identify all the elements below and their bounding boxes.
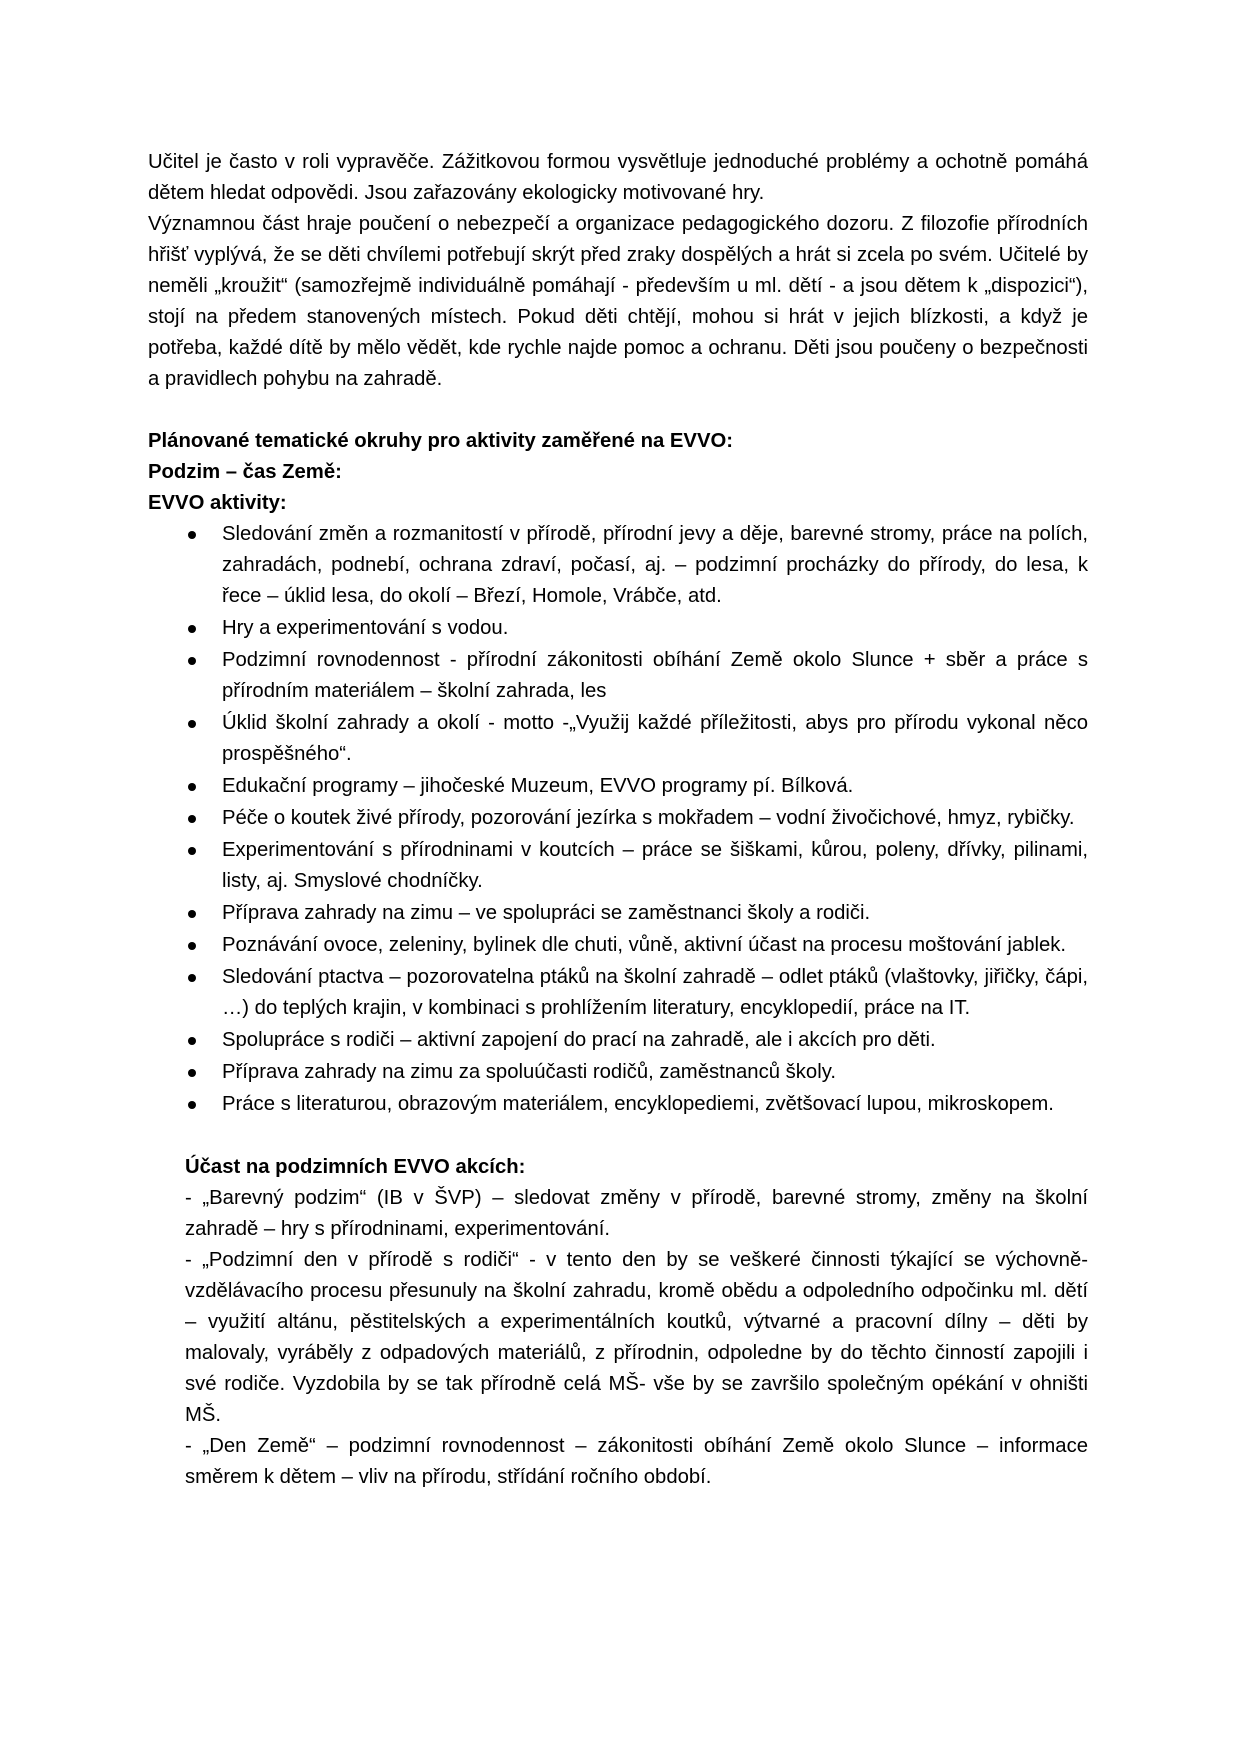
- list-item: [222, 613, 1088, 644]
- bullet-icon: [188, 657, 196, 665]
- autumn-event-3: - „Den Země“ – podzimní rovnodennost – zákonitosti obíhání Země okolo Slunce – informace směrem k dětem – vliv na přírodu, střídání ročního období.: [185, 1435, 1088, 1488]
- bullet-icon: [188, 942, 196, 950]
- autumn-events-heading: Účast na podzimních EVVO akcích:: [185, 1156, 526, 1178]
- bullet-icon: [188, 1037, 196, 1045]
- list-item-text: Hry a experimentování s vodou.: [222, 617, 509, 639]
- season-heading: Podzim – čas Země:: [148, 461, 342, 483]
- spacer: [148, 1121, 1088, 1152]
- list-item-text: Příprava zahrady na zimu – ve spolupráci se zaměstnanci školy a rodiči.: [222, 902, 871, 924]
- list-item: [222, 1089, 1088, 1120]
- list-item: [222, 835, 1088, 897]
- list-item: [222, 1025, 1088, 1056]
- list-item-text: Poznávání ovoce, zeleniny, bylinek dle chuti, vůně, aktivní účast na procesu moštování jablek.: [222, 934, 1067, 956]
- list-item-text: Příprava zahrady na zimu za spoluúčasti rodičů, zaměstnanců školy.: [222, 1061, 836, 1083]
- list-item-text: Spolupráce s rodiči – aktivní zapojení do prací na zahradě, ale i akcích pro děti.: [222, 1029, 936, 1051]
- planned-topics-heading: Plánované tematické okruhy pro aktivity zaměřené na EVVO:: [148, 430, 733, 452]
- list-item: [222, 519, 1088, 612]
- bullet-icon: [188, 625, 196, 633]
- bullet-icon: [188, 531, 196, 539]
- bullet-icon: [188, 720, 196, 728]
- spacer: [148, 395, 1088, 426]
- bullet-icon: [188, 1101, 196, 1109]
- autumn-events-section: [148, 1152, 1088, 1493]
- bullet-icon: [188, 815, 196, 823]
- list-item-text: Sledování změn a rozmanitostí v přírodě, přírodní jevy a děje, barevné stromy, práce na polích, zahradách, podnebí, ochrana zdraví, počasí, aj. – podzimní procházky do přírody, do lesa, k řece – úklid lesa, do okolí – Březí, Homole, Vrábče, atd.: [222, 523, 1088, 607]
- intro-paragraph-2: Významnou část hraje poučení o nebezpečí a organizace pedagogického dozoru. Z filozofie přírodních hřišť vyplývá, že se děti chvílemi potřebují skrýt před zraky dospělých a hrát si zcela po svém. Učitelé by neměli „kroužit“ (samozřejmě individuálně pomáhají - především u ml. dětí - a jsou dětem k „dispozici“), stojí na předem stanovených místech. Pokud děti chtějí, mohou si hrát v jejich blízkosti, a když je potřeba, každé dítě by mělo vědět, kde rychle najde pomoc a ochranu. Děti jsou poučeny o bezpečnosti a pravidlech pohybu na zahradě.: [148, 213, 1088, 390]
- list-item: [222, 645, 1088, 707]
- list-item-text: Edukační programy – jihočeské Muzeum, EVVO programy pí. Bílková.: [222, 775, 854, 797]
- list-item: [222, 898, 1088, 929]
- list-item-text: Sledování ptactva – pozorovatelna ptáků na školní zahradě – odlet ptáků (vlaštovky, jiřičky, čápi, …) do teplých krajin, v kombinaci s prohlížením literatury, encyklopedií, práce na IT.: [222, 966, 1088, 1019]
- list-item: [222, 930, 1088, 961]
- activities-heading: EVVO aktivity:: [148, 492, 287, 514]
- activities-list: [148, 519, 1088, 1120]
- list-item: [222, 708, 1088, 770]
- list-item: [222, 803, 1088, 834]
- autumn-event-1: - „Barevný podzim“ (IB v ŠVP) – sledovat změny v přírodě, barevné stromy, změny na školní zahradě – hry s přírodninami, experimentování.: [185, 1187, 1088, 1240]
- autumn-event-2: - „Podzimní den v přírodě s rodiči“ - v tento den by se veškeré činnosti týkající se výchovně-vzdělávacího procesu přesunuly na školní zahradu, kromě obědu a odpoledního odpočinku ml. dětí – využití altánu, pěstitelských a experimentálních koutků, výtvarné a pracovní dílny – děti by malovaly, vyráběly z odpadových materiálů, z přírodnin, odpoledne by do těchto činností zapojili i své rodiče. Vyzdobila by se tak přírodně celá MŠ- vše by se završilo společným opékání v ohništi MŠ.: [185, 1249, 1088, 1426]
- bullet-icon: [188, 847, 196, 855]
- list-item-text: Péče o koutek živé přírody, pozorování jezírka s mokřadem – vodní živočichové, hmyz, rybičky.: [222, 807, 1075, 829]
- list-item-text: Experimentování s přírodninami v koutcích – práce se šiškami, kůrou, poleny, dřívky, pilinami, listy, aj. Smyslové chodníčky.: [222, 839, 1088, 892]
- list-item: [222, 962, 1088, 1024]
- list-item-text: Úklid školní zahrady a okolí - motto -„Využij každé příležitosti, abys pro přírodu vykonal něco prospěšného“.: [222, 712, 1088, 765]
- bullet-icon: [188, 783, 196, 791]
- bullet-icon: [188, 974, 196, 982]
- bullet-icon: [188, 910, 196, 918]
- list-item: [222, 771, 1088, 802]
- list-item: [222, 1057, 1088, 1088]
- intro-paragraph-1: Učitel je často v roli vypravěče. Zážitkovou formou vysvětluje jednoduché problémy a ochotně pomáhá dětem hledat odpovědi. Jsou zařazovány ekologicky motivované hry.: [148, 151, 1088, 204]
- list-item-text: Podzimní rovnodennost - přírodní zákonitosti obíhání Země okolo Slunce + sběr a práce s přírodním materiálem – školní zahrada, les: [222, 649, 1088, 702]
- list-item-text: Práce s literaturou, obrazovým materiálem, encyklopediemi, zvětšovací lupou, mikroskopem.: [222, 1093, 1054, 1115]
- document-page: [148, 147, 1088, 1493]
- bullet-icon: [188, 1069, 196, 1077]
